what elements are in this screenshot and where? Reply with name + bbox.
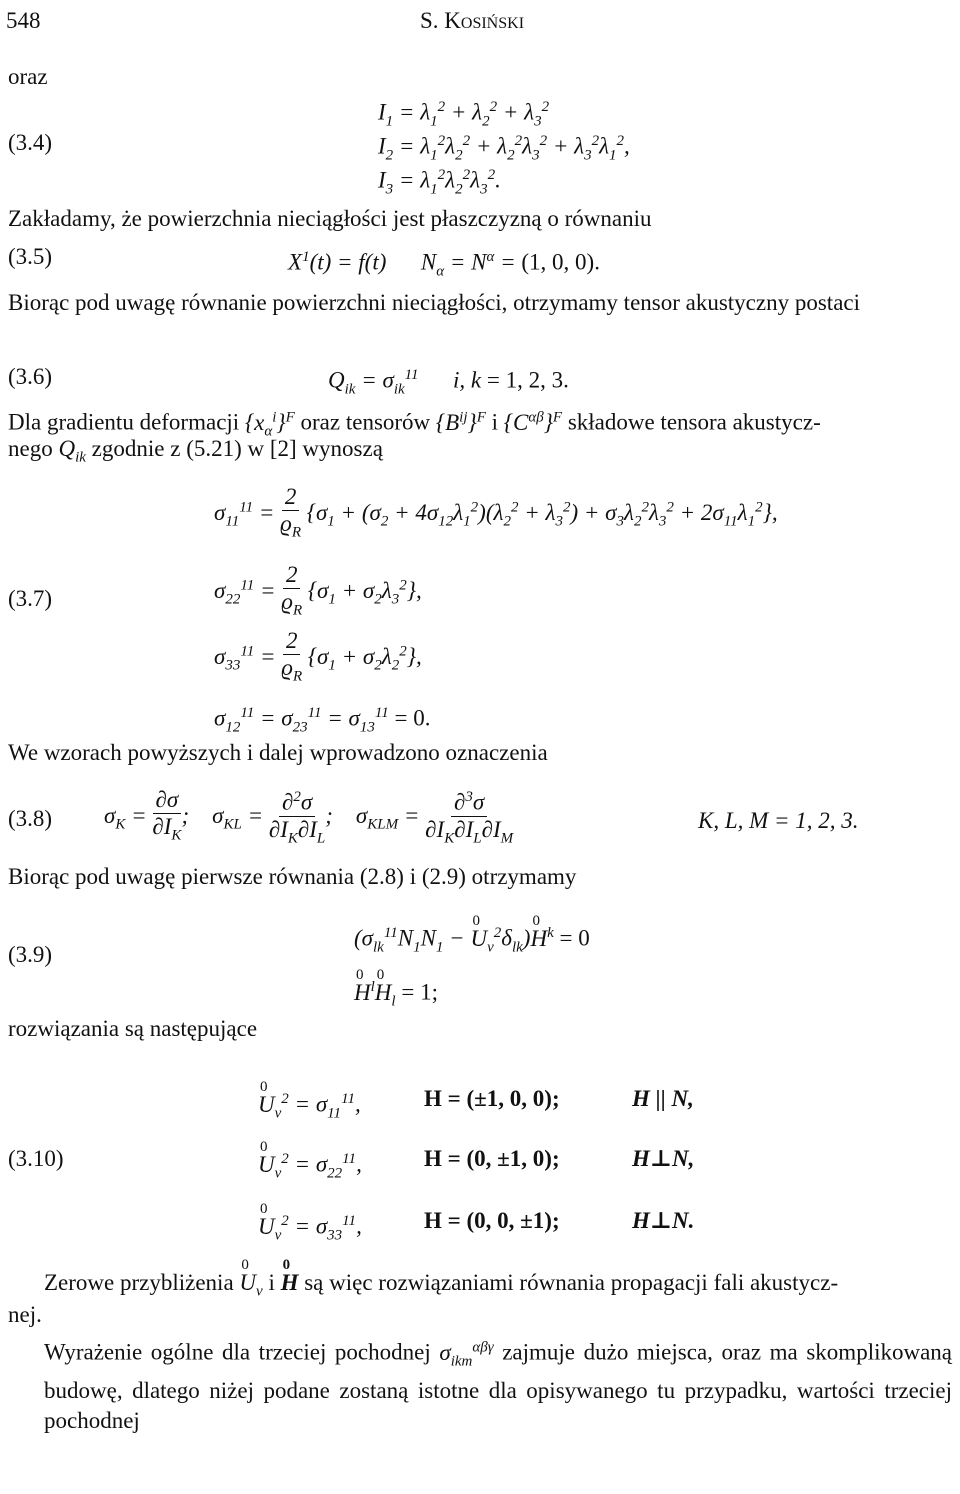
- eq-3-9-label: (3.9): [8, 942, 53, 967]
- text-i-2: i: [268, 1270, 275, 1295]
- text-general-expression: Wyrażenie ogólne dla trzeciej pochodnej: [44, 1339, 431, 1365]
- eq-3-4-label: (3.4): [8, 130, 53, 155]
- eq-3-10-label: (3.10): [8, 1146, 64, 1171]
- paragraph-plane-assumption: Zakładamy, że powierzchnia nieciągłości jest płaszczyzną o równaniu: [8, 206, 652, 231]
- paragraph-first-equations: Biorąc pod uwagę pierwsze równania (2.8) i (2.9) otrzymamy: [8, 864, 577, 889]
- text-takes-space: zajmuje dużo miejsca, oraz ma skomplikowaną budowę, dlatego niżej podane zostaną istotne dla opisywanego tu przypadku, wartości trzeciej pochodnej: [44, 1339, 952, 1434]
- eq-3-6-body: $Q_{ik} = \sigma_{ik}^{11}$ i, k = 1, 2, 3.: [328, 367, 569, 398]
- eq-3-4-line-1: $I_1 = \lambda_1^2 + \lambda_2^2 + \lambda_3^2$: [378, 99, 550, 130]
- eq-3-4-line-3: $I_3 = \lambda_1^2\lambda_2^2\lambda_3^2$.: [378, 167, 501, 198]
- text-solutions-propagation: są więc rozwiązaniami równania propagacji fali akustycz-: [304, 1270, 839, 1295]
- paragraph-acoustic-tensor: Biorąc pod uwagę równanie powierzchni nieciągłości, otrzymamy tensor akustyczny postaci: [8, 290, 860, 315]
- eq-3-10-h-1: H = (±1, 0, 0);: [424, 1086, 560, 1111]
- eq-3-7-line-2: $\sigma_{22}^{11}$ = $\frac{2}{ϱ_R}$ $\{\sigma_1 + \sigma_2\lambda_3^2\}$,: [214, 562, 422, 619]
- eq-3-6-label: (3.6): [8, 364, 53, 389]
- eq-3-7-line-3: $\sigma_{33}^{11}$ = $\frac{2}{ϱ_R}$ $\{\sigma_1 + \sigma_2\lambda_2^2\}$,: [214, 628, 422, 685]
- eq-3-10-rel-2: H⊥N,: [632, 1146, 695, 1171]
- eq-3-10-line-2: 0 $U_v^2 = \sigma_{22}^{11}$,: [258, 1144, 362, 1188]
- eq-3-5-body: $X^1(t) = f(t)$ $N_\alpha = N^\alpha = (1$, 0, 0).: [288, 249, 600, 280]
- eq-3-7-line-4: $\sigma_{12}^{11} = \sigma_{23}^{11} = \sigma_{13}^{11} = 0$.: [214, 705, 431, 736]
- eq-3-10-rel-3: H⊥N.: [632, 1208, 695, 1233]
- eq-3-7-label: (3.7): [8, 586, 53, 611]
- eq-3-9-line-2: 0 $H^l0$ $H_l = 1$;: [354, 972, 438, 1016]
- running-header-author: S. Kosiński: [420, 8, 525, 33]
- eq-3-8-label: (3.8): [8, 806, 53, 831]
- eq-3-4-line-2: $I_2 = \lambda_1^2\lambda_2^2 + \lambda_2^2\lambda_3^2 + \lambda_3^2\lambda_1^2$,: [378, 133, 630, 164]
- paragraph-components-line-2: nego $Q_{ik}$ zgodnie z (5.21) w [2] wynoszą: [8, 436, 383, 466]
- paragraph-solutions: rozwiązania są następujące: [8, 1016, 258, 1041]
- eq-3-10-h-3: H = (0, 0, ±1);: [424, 1208, 560, 1233]
- paragraph-zero-approx-line-1: Zerowe przybliżenia 0 $U_v$ i 0 H są więc rozwiązaniami równania propagacji fali akustycz-: [44, 1268, 838, 1307]
- eq-3-10-line-1: 0 $U_v^2 = \sigma_{11}^{11}$,: [258, 1084, 361, 1128]
- eq-3-8-body: $\sigma_K$ = $\frac{\partial\sigma}{\partial I_K}$ ; $\sigma_{KL}$ = $\frac{\partial^2\sigma}{\partial I_K\partial I_L}$ ; $\sigma_{KLM}$ = $\frac{\partial^3\sigma}{\partial I_K\partial I_L\partial I_M}$: [104, 784, 513, 851]
- eq-3-7-line-1: $\sigma_{11}^{11}$ = $\frac{2}{ϱ_R}$ $\{\sigma_1 + (\sigma_2 + 4\sigma_{12}\lambda_1^2)(\lambda_2^2 + \lambda_3^2) + \sigma_3\lambda_2^2\lambda_3^2 + 2\sigma_{11}\lambda_1^2\}$,: [214, 484, 778, 541]
- paragraph-components-line-1: Dla gradientu deformacji $\{x_\alpha^i\}^F$ oraz tensorów $\{B^{ij}\}^F$ i $\{C^{\alpha\beta}\}^F$ składowe tensora akustycz-: [8, 409, 821, 440]
- eq-3-10-rel-1: H || N,: [632, 1086, 694, 1111]
- eq-3-10-line-3: 0 $U_v^2 = \sigma_{33}^{11}$,: [258, 1206, 362, 1250]
- page-number: 548: [6, 8, 41, 33]
- paragraph-zero-approx-line-2: nej.: [8, 1302, 42, 1327]
- eq-3-5-label: (3.5): [8, 244, 53, 269]
- eq-3-10-h-2: H = (0, ±1, 0);: [424, 1146, 560, 1171]
- text-nego: nego: [8, 436, 53, 461]
- intro-word: oraz: [8, 64, 48, 89]
- text-oraz-tensors: oraz tensorów: [300, 409, 431, 435]
- text-components-tensor: składowe tensora akustycz-: [567, 409, 821, 435]
- text-zero-approx: Zerowe przybliżenia: [44, 1270, 234, 1295]
- eq-3-9-line-1: ($\sigma_{lk}^{11}N_1N_1 - 0$ $U_v^2\delta_{lk})0$ $H^k = 0$: [354, 918, 590, 962]
- eq-3-8-range: K, L, M = 1, 2, 3.: [698, 808, 859, 833]
- paragraph-notation: We wzorach powyższych i dalej wprowadzono oznaczenia: [8, 740, 548, 765]
- text-according-to: zgodnie z (5.21) w [2] wynoszą: [91, 436, 383, 461]
- text-gradient-deformation: Dla gradientu deformacji: [8, 409, 240, 435]
- text-i: i: [491, 409, 499, 435]
- paragraph-third-derivative: Wyrażenie ogólne dla trzeciej pochodnej $\sigma_{ikm}^{\alpha\beta\gamma}$ zajmuje dużo miejsca, oraz ma skomplikowaną budowę, dlatego niżej podane zostaną istotne dla opisywanego tu przypadku, wartości trzeciej pochodnej: [44, 1339, 952, 1434]
